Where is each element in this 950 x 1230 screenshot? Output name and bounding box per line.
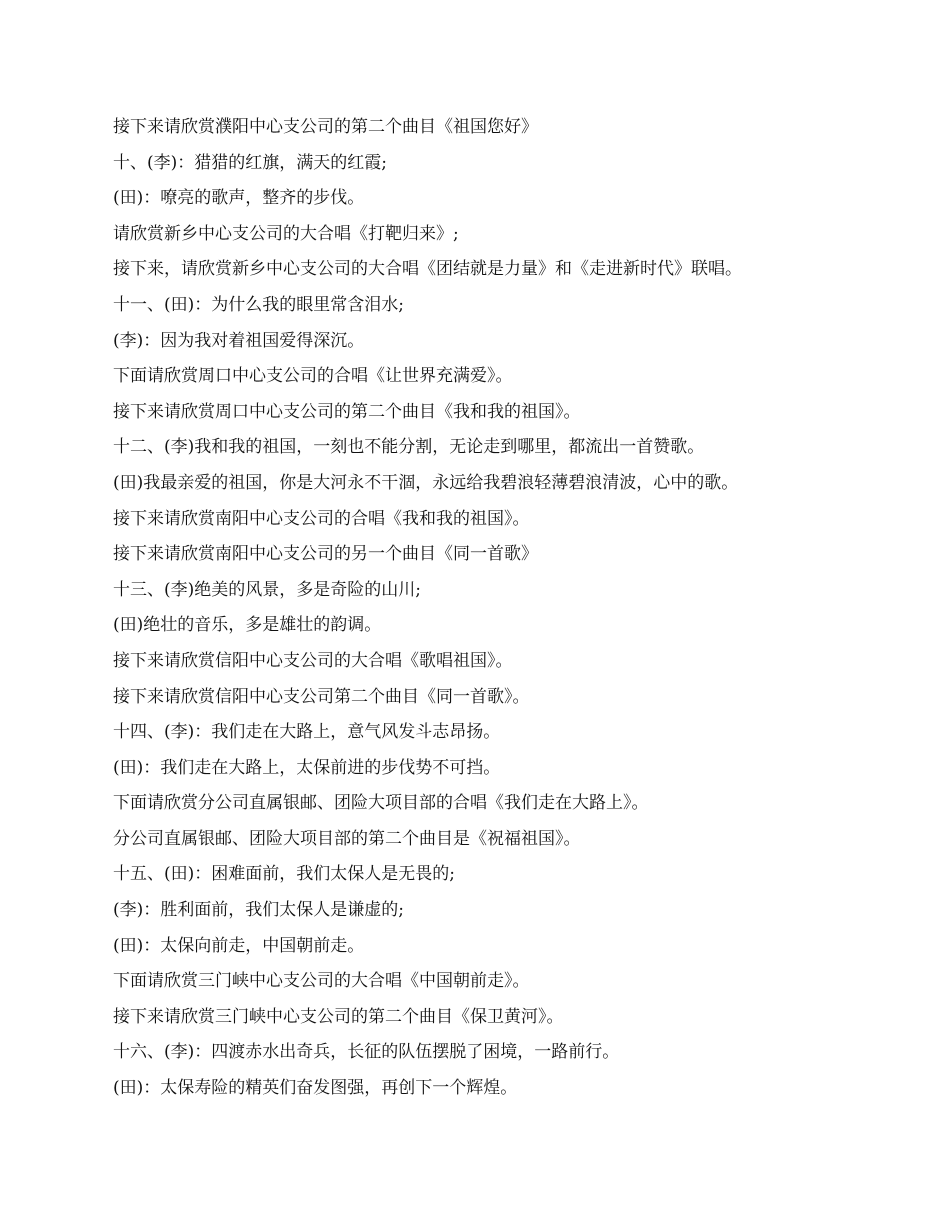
text-line: 下面请欣赏周口中心支公司的合唱《让世界充满爱》。 <box>113 366 513 387</box>
text-line: (田)：嘹亮的歌声，整齐的步伐。 <box>113 188 365 209</box>
text-line: 十一、(田)：为什么我的眼里常含泪水; <box>113 294 404 315</box>
text-line: 接下来请欣赏南阳中心支公司的另一个曲目《同一首歌》 <box>113 544 538 565</box>
text-line: 请欣赏新乡中心支公司的大合唱《打靶归来》; <box>113 223 459 244</box>
text-line: 接下来，请欣赏新乡中心支公司的大合唱《团结就是力量》和《走进新时代》联唱。 <box>113 259 742 280</box>
text-line: 下面请欣赏三门峡中心支公司的大合唱《中国朝前走》。 <box>113 971 530 992</box>
text-line: 接下来请欣赏信阳中心支公司第二个曲目《同一首歌》。 <box>113 686 530 707</box>
text-line: (田)：我们走在大路上，太保前进的步伐势不可挡。 <box>113 757 501 778</box>
text-line: 十五、(田)：困难面前，我们太保人是无畏的; <box>113 864 455 885</box>
text-line: (李)：因为我对着祖国爱得深沉。 <box>113 330 365 351</box>
text-line: 接下来请欣赏信阳中心支公司的大合唱《歌唱祖国》。 <box>113 650 513 671</box>
text-line: (田)：太保向前走，中国朝前走。 <box>113 935 365 956</box>
text-line: 下面请欣赏分公司直属银邮、团险大项目部的合唱《我们走在大路上》。 <box>113 793 649 814</box>
text-line: 接下来请欣赏南阳中心支公司的合唱《我和我的祖国》。 <box>113 508 530 529</box>
text-line: (田)我最亲爱的祖国，你是大河永不干涸，永远给我碧浪轻薄碧浪清波，心中的歌。 <box>113 472 739 493</box>
text-line: 十四、(李)：我们走在大路上，意气风发斗志昂扬。 <box>113 722 501 743</box>
text-line: 十六、(李)：四渡赤水出奇兵，长征的队伍摆脱了困境，一路前行。 <box>113 1042 620 1063</box>
text-line: 接下来请欣赏三门峡中心支公司的第二个曲目《保卫黄河》。 <box>113 1006 564 1027</box>
text-line: (李)：胜利面前，我们太保人是谦虚的; <box>113 900 404 921</box>
text-line: (田)：太保寿险的精英们奋发图强，再创下一个辉煌。 <box>113 1078 518 1099</box>
text-line: 十三、(李)绝美的风景，多是奇险的山川; <box>113 579 421 600</box>
document-body <box>113 110 913 1107</box>
text-line: 接下来请欣赏濮阳中心支公司的第二个曲目《祖国您好》 <box>113 117 538 137</box>
text-line: 接下来请欣赏周口中心支公司的第二个曲目《我和我的祖国》。 <box>113 401 581 422</box>
text-line: 十、(李)：猎猎的红旗，满天的红霞; <box>113 152 387 173</box>
text-line: (田)绝壮的音乐，多是雄壮的韵调。 <box>113 615 382 636</box>
text-line: 十二、(李)我和我的祖国，一刻也不能分割，无论走到哪里，都流出一首赞歌。 <box>113 437 705 458</box>
text-line: 分公司直属银邮、团险大项目部的第二个曲目是《祝福祖国》。 <box>113 828 581 849</box>
